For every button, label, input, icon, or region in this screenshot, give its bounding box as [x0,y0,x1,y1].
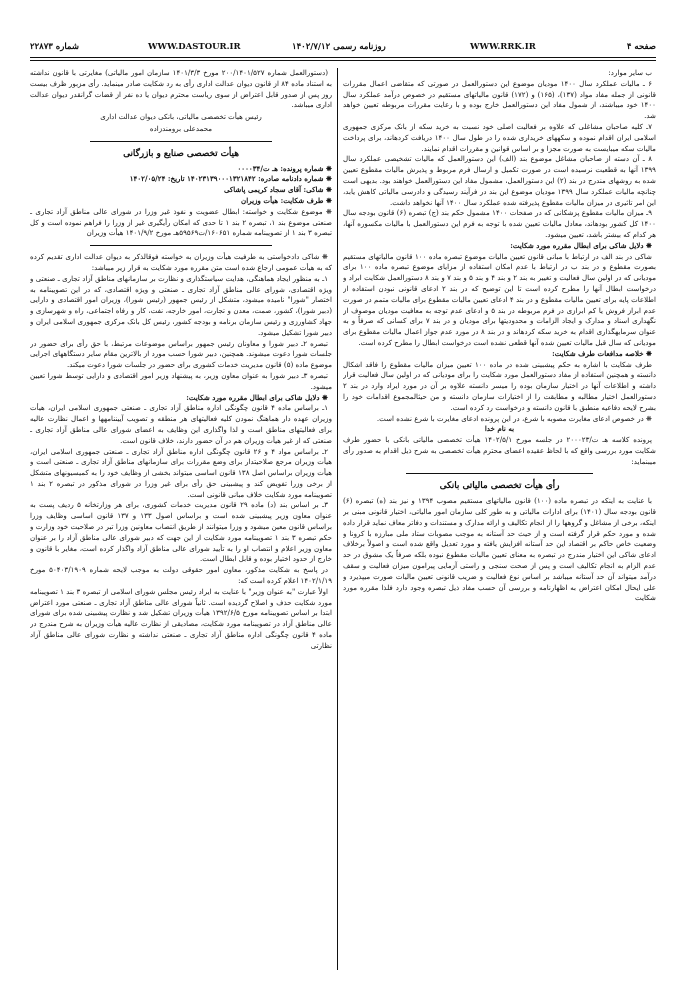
column-divider [337,68,338,970]
ruling-title: رأی هيأت تخصصی مالياتی بانکی [439,481,560,492]
paragraph-text: در خصوص ادعای مغايرت مصوبه با شرع، در اين پرونده ادعای مغايرت با شرع نشده است. [376,413,644,423]
header-rule-thin [30,60,656,61]
meta-line: ❋ شماره پرونده: هـ ت/۰۰۰۰۳۴ [237,163,332,173]
meta-line: ❋ شاکی: آقای سجاد کريمی پاشاکی [223,185,332,195]
case-metadata [30,164,332,240]
signature-name: محمدعلی برومندزاده [149,123,213,133]
paragraph: ۲ـ براساس مواد ۴ و ۲۶ قانون چگونگی اداره مناطق آزاد تجاری ـ صنعتی جمهوری اسلامی ايران، هيأت وزيران مرجع صلاحيتدار برای وضع مقررات برای سازمانهای مناطق آزاد تجاری ـ صنعتی است و هيأت وزيران براساس اصل ۱۳۸ قانون اساسی میتواند بخشی از وظايف خود را به کميسيونهای متشکل از برخی وزرا تفويض کند و پيشبينی حق رأی برای غير وزرا در شورای مذکور در تبصره ۲ بند ۱ تصويبنامه مورد شکايت خلاف مبانی قانونی است. [30,446,332,499]
paragraph-text: شاکی دادخواستی به طرفيت هيأت وزيران به خواسته فوقالذکر به ديوان عدالت اداری تقديم کرده که به هيأت عمومی ارجاع شده است متن مقرره مورد شکايت به قرار زير میباشد: [30,252,332,272]
paragraph: ب سایر موارد: [608,68,652,77]
meta-line: ❋ شماره دادنامه صادره: ۱۴۰۲۳۱۳۹۰۰۰۱۳۲۱۸۴۲ تاريخ: ۱۴۰۲/۰۵/۲۴ [129,174,332,184]
left-column [30,68,332,970]
page-number: صفحه ۴ [626,42,656,52]
paragraph: ۸ ـ آن دسته از صاحبان مشاغل موضوع بند (الف) اين دستورالعمل که ماليات تشخيصی عملکرد سال ۱۳۹۹ آنها به قطعيت نرسيده است در صورت تکميل و ارسال فرم مربوط و پذيرش ماليات مقطوع تعيين شده به روشهای مندرج در بند (۲) اين دستورالعمل، مشمول مفاد اين دستورالعمل خواهند بود. بديهی است چنانچه ماليات عملکرد سال ۱۳۹۹ موديان موضوع اين بند در فرآيند رسيدگی و دادرسی مالياتی کاهش يابد، اين امر تاثيری در ميزان ماليات مقطوع پذيرفته شده عملکرد سال ۱۴۰۰ آنها نخواهد داشت. [343,154,656,207]
divider [406,473,594,474]
paragraph: ۱ـ براساس ماده ۴ قانون چگونگی اداره مناطق آزاد تجاری ـ صنعتی جمهوری اسلامی ايران، هيأت وزيران عهده دار هماهنگ نمودن کليه فعاليتهای هر منطقه و تصويب آييننامهها و اعمال نظارت عاليه برای فعاليتهای مناطق است و لذا واگذاری اين وظايف به اعضای شورای عالی مناطق آزاد تجاری ـ صنعتی که از غير هيأت وزيران هم در آن حضور دارند، خلاف قانون است. [30,403,332,445]
section-title: هيأت تخصصی صنايع و بازرگانی [123,148,239,159]
divider [90,245,271,246]
paragraph: ۱ـ به منظور ايجاد هماهنگی، هدايت سياستگذاری و نظارت بر سازمانهای مناطق آزاد تجاری ـ صنعتی و ويژه اقتصادی، شورای عالی مناطق آزاد تجاری ـ صنعتی و ويژه اقتصادی، که در اين تصويبنامه به اختصار "شورا" ناميده میشود، متشکل از رئيس جمهور (رئيس شورا)، وزيران امور اقتصادی و دارايی (دبير شورا)، کشور، صمت، معدن و تجارت، امور خارجه، نفت، کار و رفاه اجتماعی، راه و شهرسازی و جهاد کشاورزی و رئيس سازمان برنامه و بودجه کشور، رئيس کل بانک مرکزی جمهوری اسلامی ايران و دبير شورا تشکيل میشود. [30,273,332,337]
verdict-number: شماره دادنامه صادره: ۱۴۰۲۳۱۳۹۰۰۰۱۳۲۱۸۴۲ تاريخ: ۱۴۰۲/۰۵/۲۴ [129,174,324,184]
paragraph: ۷ـ کليه صاحبان مشاغلی که علاوه بر فعاليت اصلی خود نسبت به خريد سکه از بانک مرکزی جمهوری اسلامی ايران اقدام نموده و سکههای خريداری شده را در طول سال ۱۴۰۰ دريافت کردهاند، برای پرداخت ماليات سکه میبايست به صورت مجزا و بر اساس قوانين و مقررات اقدام نمايند. [343,121,656,153]
signature-title: رئيس هيأت تخصصی مالياتی، بانکی ديوان عدالت اداری [100,112,262,122]
paragraph: اولاً عبارت "به عنوان وزير" با عنايت به ايراد رئيس مجلس شورای اسلامی از تبصره ۳ بند ۱ تصويبنامه مورد شکايت حذف و اصلاح گرديده است. ثانياً شورای عالی مناطق آزاد تجاری ـ صنعتی مورد اعتراض ابتدا بر اساس تصويبنامه مورخ ۱۳۹۲/۶/۵ هيأت وزيران تشکيل شد و نظارت پيشبينی شده برای شورای عالی مناطق آزاد در تصويبنامه مورد شکايت، مصاديقی از نظارت عاليه هيأت وزيران به شرح مندرج در ماده ۴ قانون چگونگی اداره مناطق آزاد تجاری ـ صنعتی نداشته و نظارت شورای عالی مناطق آزاد نظارتی [30,586,332,650]
section-heading: ❋ دلايل شاکی برای ابطال مقرره مورد شکايت: [510,240,652,250]
paragraph: شاکی در بند الف در ارتباط با مبانی قانون تعيين ماليات موضوع تبصره ماده ۱۰۰ قانون مالياتهای مستقيم بصورت مقطوع و در بند ب در ارتباط با عدم امکان استفاده از مزايای موضوع تبصره ماده ۱۰۰ برای موديانی که در اولين سال فعاليت و تغيير به بند ۲ و بند ۴ و بند ۵ و بند ۷ و بند ۸ دستورالعمل شکايت ابراد و درخواست ابطال آنها را مطرح کرده است تا اين توضيح که در بند ۲ ادعای قانونی نبودن استفاده از اطلاعات پايه برای تعيين ماليات مقطوع و در بند ۴ ادعای تعيين ماليات مقطوع برای ماليات متمم در صورت عدم ابراز فروش يا کم ابرازی در فرم مربوطه در بند ۵ و ادعای عدم توجه به معافيت موديان موصوف از نگهداری اسناد و مدارک و ايجاد الزامات و محدوديتها برای موديان و در بند ۷ برای کسانی که صرفاً و به عنوان سرمايهگذاری اقدام به خريد سکه کردهاند و در بند ۸ در مورد عدم جواز اعمال ماليات مقطوع برای موديانی که سال قبل ماليات تعيين شده آنها قطعی نشده است درخواست ابطال را مطرح کرده است. [343,251,656,347]
section-heading-text: دلايل شاکی برای ابطال مقرره مورد شکايت: [510,240,644,250]
paragraph: تبصره ۳ـ دبير شورا به عنوان معاون وزير، به پيشنهاد وزير امور اقتصادی و دارايی توسط شورا تعيين میشود. [30,370,332,391]
paragraph: تبصره ۲ـ دبير شورا و معاونان رئيس جمهور براساس موضوعات مرتبط، با حق رأی برای حضور در جلسات شورا دعوت میشوند. همچنين، دبير شورا حسب مورد از بالاترين مقام ساير دستگاههای اجرايی موضوع ماده (۵) قانون مديريت خدمات کشوری برای حضور در جلسات شورا دعوت میکند. [30,338,332,370]
paragraph: در پاسخ به شکايت مذکور، معاون امور حقوقی دولت به موجب لايحه شماره ۵۰۴۰۳/۱۹۰۹ مورخ ۱۴۰۲/۱/۱۹ اعلام کرده است که: [30,565,332,586]
paragraph: ❋ در خصوص ادعای مغايرت مصوبه با شرع، در اين پرونده ادعای مغايرت با شرع نشده است. [376,413,652,423]
file-number: شماره پرونده: هـ ت/۰۰۰۰۳۴ [237,163,324,173]
paragraph: (دستورالعمل شماره ۲۰۰/۱۴۰۱/۵۲۷ مورخ ۱۴۰۱/۳/۳ سازمان امور مالياتی) مغايرتی با قانون نداشته به استناد ماده ۸۴ از قانون ديوان عدالت اداری رأی به رد شکايت صادر مینمايد. رأی مزبور ظرف بيست روز پس از صدور قابل اعتراض از سوی رياست محترم ديوان يا ده نفر از قضات گرانقدر ديوان عدالت اداری میباشد. [30,68,332,110]
paragraph: پرونده کلاسه هـ ت/۲۰۰۰۲۳ در جلسه مورخ ۱۴۰۲/۵/۱ هيأت تخصصی مالياتی بانکی با حضور طرف شکايت مورد بررسی واقع که با لحاظ عقيده اعضای محترم هيأت تخصصی به شرح ذيل اقدام به صدور رأی میبنمايد: [343,435,656,466]
defendant: طرف شکايت: هيأت وزيران [241,195,324,205]
header-date: روزنامه رسمی ۱۴۰۲/۷/۱۲ [292,42,386,52]
section-heading: ❋ دلايل شاکی برای ابطال مقرره مورد شکايت: [186,392,328,402]
complaint-subject: موضوع شکايت و خواسته: ابطال عضويت و نفوذ غير وزرا در شورای عالی مناطق آزاد تجاری ـ صنعتی موضوع بند ۱، تبصره ۲ بند ۱ تا حدی که امکان رأیگيری غير از وزرا را فراهم نموده است و کل تبصره ۳ بند ۱ از تصويبنامه شماره ۱۶۰۶۵۱/ت۵۹۵۶۹هـ مورخ ۱۴۰۱/۹/۲ هيأت وزيران [30,206,332,238]
section-heading: ❋ خلاصه مدافعات طرف شکايت: [552,348,652,358]
website-link-dastour[interactable]: WWW.DASTOUR.IR [148,42,241,52]
website-link-rrk[interactable]: WWW.RRK.IR [470,42,536,52]
meta-line: ❋ موضوع شکايت و خواسته: ابطال عضويت و نفوذ غير وزرا در شورای عالی مناطق آزاد تجاری ـ صنعتی موضوع بند ۱، تبصره ۲ بند ۱ تا حدی که امکان رأیگيری غير از وزرا را فراهم نموده است و کل تبصره ۳ بند ۱ از تصويبنامه شماره ۱۶۰۶۵۱/ت۵۹۵۶۹هـ مورخ ۱۴۰۱/۹/۲ هيأت وزيران [30,206,332,238]
bismillah: به نام خدا [484,424,515,434]
right-column [343,68,656,970]
paragraph: ۹ـ ميزان ماليات مقطوع پزشکانی که در صفحات ۱۴۰۰ مشمول حکم بند (ج) تبصره (۶) قانون بودجه سال ۱۴۰۰ کل کشور بودهاند، معادل ماليات تعيين شده با توجه به فرم اين دستورالعمل با ماليات مکسوره آنها، هر کدام که بيشتر باشد، تعيين میشود. [343,208,656,239]
divider [90,141,271,142]
section-heading-text: خلاصه مدافعات طرف شکايت: [552,348,644,358]
meta-line: ❋ طرف شکايت: هيأت وزيران [241,195,332,205]
page-header [30,40,656,56]
paragraph: ❋ شاکی دادخواستی به طرفيت هيأت وزيران به خواسته فوقالذکر به ديوان عدالت اداری تقديم کرده که به هيأت عمومی ارجاع شده است متن مقرره مورد شکايت به قرار زير میباشد: [30,252,332,272]
issue-number: شماره ۲۲۸۷۳ [30,42,79,52]
paragraph: ۶ ـ ماليات عملکرد سال ۱۴۰۰ موديان موضوع اين دستورالعمل در صورتی که متقاضی اعمال مقررات قانونی از جمله مفاد مواد (۱۳۷)، (۱۶۵) و (۱۷۲) قانون مالياتهای مستقيم در خصوص درآمد عملکرد سال ۱۴۰۰ خود میباشند، از شمول مفاد اين دستورالعمل خارج بوده و با رعايت مقررات مربوطه تعيين خواهد شد. [343,78,656,121]
paragraph: با عنايت به اينکه در تبصره ماده (۱۰۰) قانون مالياتهای مستقيم مصوب ۱۳۹۴ و نيز بند (ه) تبصره (۶) قانون بودجه سال (۱۴۰۱) برای ادارات مالياتی و به طور کلی سازمان امور مالياتی، اختيار قانونی مبنی بر اينکه، برخی از مشاغل و گروهها را از انجام تکاليف و ارائه مدارک و مستندات و دفاتر معاف نمايد قرار داده شده و مورد حکم قرار گرفته است و از حيث حد آستانه به موجب مصوبات ستاد ملی مبارزه با کرونا و وضعيت خاص حاکم بر اقتصاد اين حد آستانه افزايش يافته و مورد تعديل واقع شده است و اصولاً برخلاف ادعای شاکی اين اختيار مندرج در تبصره به معنای تعيين ماليات مقطوع نبوده بلکه صرفاً يک مشوق در حد عدم الزام به انجام تکاليف است و پس از صحت سنجی و راستی آزمايی پيرامون ميزان فعاليت و سقف درآمد ميتواند آن حد آستانه میباشد بر اساس نوع فعاليت و ضريب قانونی تعيين ماليات صورت میپذيرد و علی ايحال امکان اعتراض به اظهارنامه و بررسی آن حسب مفاد ذيل تبصره وجود دارد فلذا مقرره مورد شکايت [343,496,656,603]
paragraph: ۳ـ بر اساس بند (د) ماده ۲۹ قانون مديريت خدمات کشوری، برای هر وزارتخانه ۵ رديف پست به عنوان معاون وزير پيشبينی شده است و براساس اصول ۱۳۳ و ۱۳۷ قانون اساسی وظايف وزرا براساس قانون معين میشود و وزرا میتوانند از طريق انتصاب معاونين وزرا تبر در صلاحيت خود وزارت و حکم تبصره ۳ بند ۱ تصويبنامه مورد شکايت از اين جهت که دبير شورای عالی مناطق آزاد را بر عنوان معاون وزير اعلام و انتصاب او را به تأييد شورای عالی مناطق آزاد واگذار کرده است، مغاير با قانون و خارج از حدود اختيار بوده و قابل ابطال است. [30,500,332,564]
section-heading-text: دلايل شاکی برای ابطال مقرره مورد شکايت: [186,392,320,402]
paragraph: طرف شکايت با اشاره به حکم پيشبينی شده در ماده ۱۰۰ تعيين ميزان ماليات مقطوع را فاقد اشکال دانسته و همچنين استفاده از مفاد دستورالعمل مورد شکايت را برای موديانی که در اولين سال فعاليت قرار داشته و اطلاعات آنها در اختيار سازمان بوده را ميسر دانسته علاوه بر آن در مورد ايراد وارد در بند ۲ دستورالعمل اختيار مطالبه و مطابقت را از اختيارات سازمان دانسته و من حيثالمجموع اقدامات خود را بشرح لايحه دفاعيه منطبق با قانون دانسته و درخواست رد کرده است. [343,359,656,412]
header-rule [30,57,656,58]
plaintiff: شاکی: آقای سجاد کريمی پاشاکی [223,185,324,195]
